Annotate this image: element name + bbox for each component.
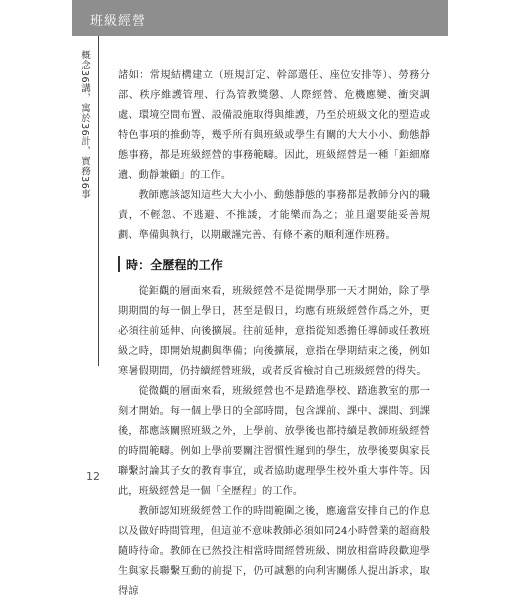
- paragraph: 教師認知班級經營工作的時間範圍之後，應適當安排自己的作息以及做好時間管理，但這並不意味教師必須如同24小時營業的超商般隨時待命。教師在已然投注相當時間經營班級、開放相當時段歡迎學生與家長聯繫互動的前提下，仍可誠懇的向利害關係人提出訴求，取得諒: [118, 506, 430, 597]
- running-header-title: 班級經營: [90, 14, 147, 29]
- paragraph-continued: 諸如：常規結構建立（班規訂定、幹部選任、座位安排等）、勞務分部、秩序維護管理、行為管教獎懲、人際經營、危機應變、衝突調處、環境空間布置、設備設施取得與維護，乃至於班級文化的塑造或特色事項的推動等，幾乎所有與班級或學生有關的大大小小、動態靜態事務，都是班級經營的事務範疇。因此，班級經營是一種「鉅細靡遺、動靜兼顧」的工作。: [118, 70, 430, 181]
- section-heading-title: 時：全歷程的工作: [126, 258, 223, 272]
- paragraph: 從鉅觀的層面來看，班級經營不是從開學那一天才開始，除了學期期間的每一個上學日，甚至是假日，均應有班級經營作爲之外，更必須往前延伸、向後擴展。往前延伸，意指從知悉擔任導師或任教班級之時，即開始規劃與準備；向後擴展，意指在學期結束之後，例如寒暑假期間，仍持續經營班級，或者反省檢討自己班級經營的得失。: [118, 286, 430, 377]
- paragraph: 從微觀的層面來看，班級經營也不是踏進學校、踏進教室的那一刻才開始。每一個上學日的全部時間，包含課前、課中、課間、到課後，都應該關照班級之外，上學前、放學後也都持續是教師班級經營的時間範疇。例如上學前要關注習慣性遲到的學生，放學後要與家長聯繫討論其子女的教育事宜，或者協助處理學生校外重大事件等。因此，班級經營是一個「全歷程」的工作。: [118, 386, 430, 497]
- side-tab: [72, 36, 99, 366]
- side-tab-text: 概念36講，寓於36計，實務36事: [79, 50, 90, 200]
- section-heading-bar: [118, 256, 120, 272]
- section-heading: [118, 256, 430, 272]
- page-body: [118, 66, 430, 602]
- paragraph: 教師應該認知這些大大小小、動態靜態的事務都是教師分內的職責，不輕忽、不逃避、不推諉，才能樂而為之；並且還要能妥善規劃、準備與執行，以期嚴謹完善、有條不紊的順利運作班務。: [118, 190, 430, 241]
- running-header: [72, 0, 448, 36]
- page-number: 12: [86, 470, 100, 483]
